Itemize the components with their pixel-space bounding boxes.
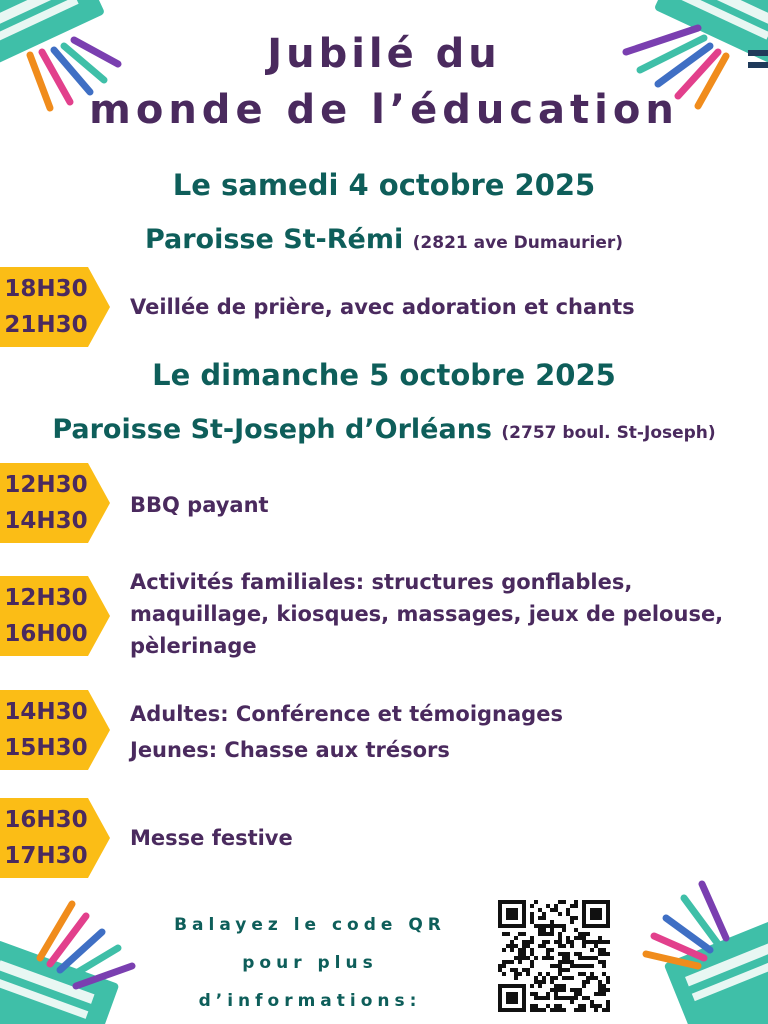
qr-line1: Balayez le code QR	[174, 915, 446, 935]
event-description	[130, 696, 563, 768]
event-start-time: 18H30	[4, 276, 88, 302]
event-start-time: 12H30	[4, 585, 88, 611]
event-end-time: 14H30	[4, 508, 88, 534]
event-end-time: 21H30	[4, 312, 88, 338]
day1-parish	[0, 224, 768, 255]
event-description	[130, 291, 635, 323]
day1-date: Le samedi 4 octobre 2025	[172, 168, 596, 202]
event-end-time: 15H30	[4, 735, 88, 761]
event-start-time: 12H30	[4, 472, 88, 498]
qr-instructions	[150, 906, 470, 1020]
page-title-line2: monde de l’éducation	[89, 87, 679, 133]
event-start-time: 16H30	[4, 807, 88, 833]
page-title-line1: Jubilé du	[267, 31, 501, 77]
event-line: Activités familiales: structures gonflables,	[130, 570, 633, 594]
day2-address: (2757 boul. St-Joseph)	[501, 423, 716, 443]
qr-line2: pour plus	[242, 953, 378, 973]
event-line: maquillage, kiosques, massages, jeux de pelouse,	[130, 602, 724, 626]
time-badge	[0, 690, 110, 770]
time-badge	[0, 798, 110, 878]
event-end-time: 16H00	[4, 621, 88, 647]
event-description	[130, 822, 293, 854]
event-description	[130, 489, 269, 521]
day2-date: Le dimanche 5 octobre 2025	[152, 358, 616, 392]
time-badge	[0, 463, 110, 543]
day1-parish-name: Paroisse St-Rémi	[144, 224, 404, 255]
event-line: pèlerinage	[130, 634, 257, 658]
event-start-time: 14H30	[4, 699, 88, 725]
pencils-bottom-left	[0, 898, 140, 1024]
event-line: Veillée de prière, avec adoration et chants	[130, 295, 635, 319]
day1-address: (2821 ave Dumaurier)	[412, 233, 624, 253]
event-line: BBQ payant	[130, 493, 269, 517]
event-end-time: 17H30	[4, 843, 88, 869]
qr-code-icon[interactable]	[498, 900, 610, 1012]
day2-parish	[0, 414, 768, 445]
pencils-bottom-right	[638, 878, 768, 1024]
event-line: Adultes: Conférence et témoignages	[130, 702, 563, 726]
qr-line3: d’informations:	[198, 991, 422, 1011]
day2-parish-name: Paroisse St-Joseph d’Orléans	[52, 414, 492, 445]
time-badge	[0, 576, 110, 656]
time-badge	[0, 267, 110, 347]
event-line: Jeunes: Chasse aux trésors	[130, 738, 450, 762]
event-line: Messe festive	[130, 826, 293, 850]
event-description	[130, 566, 723, 662]
